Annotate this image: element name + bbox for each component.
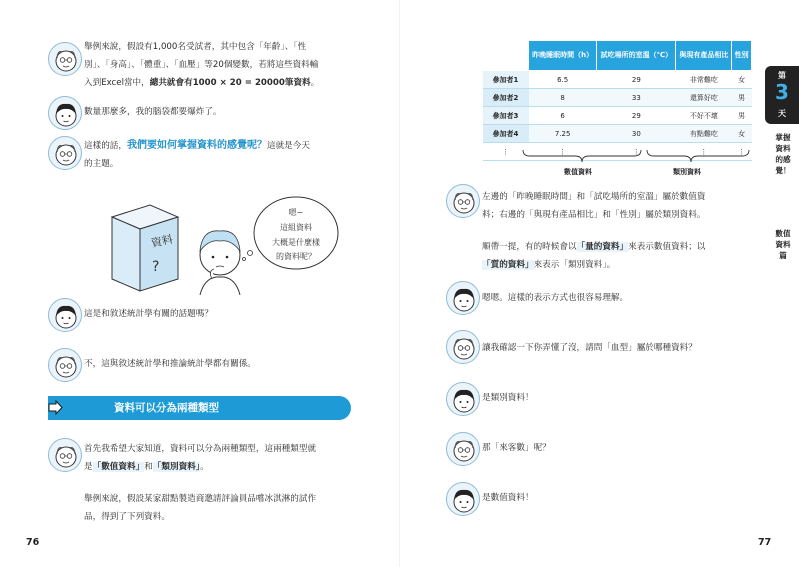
table-cell: 有點難吃 <box>676 125 732 143</box>
bubble-line-2: 這組資料 <box>280 223 312 232</box>
right-paragraph-5: 是類別資料！ <box>482 393 534 403</box>
right-paragraph-4: 讓我確認一下你弄懂了沒，請問「血型」屬於哪種資料？ <box>482 343 697 353</box>
paragraph-6-line-1: 首先我希望大家知道，資料可以分為兩種類型，這兩種類型就 <box>84 444 317 454</box>
paragraph-1-line-3-start: 入到Excel當中， <box>84 78 150 88</box>
table-header-row <box>483 41 752 71</box>
paragraph-3-start: 這樣的話， <box>84 141 127 151</box>
thinking-student-icon <box>200 231 240 295</box>
category-brace <box>647 150 749 162</box>
student-avatar <box>446 382 480 416</box>
bubble-line-4: 的資料呢？ <box>276 252 316 261</box>
table-row <box>483 125 752 143</box>
data-box-illustration <box>100 195 340 295</box>
right-paragraph-6: 那「來客數」呢？ <box>482 443 551 453</box>
table-cell: 8 <box>529 89 597 107</box>
right-paragraph-2-line-1 <box>482 238 757 256</box>
row-header: 參加者4 <box>483 125 529 143</box>
paragraph-2: 數量那麼多，我的腦袋都要爆炸了。 <box>84 107 222 117</box>
page-number-left: 76 <box>26 537 40 548</box>
table-cell: ⋮ <box>732 143 752 161</box>
table-cell: ⋮ <box>597 143 676 161</box>
professor-avatar <box>446 432 480 466</box>
table-cell: 男 <box>732 107 752 125</box>
term-numeric-data: 「數值資料」 <box>92 462 145 472</box>
paragraph-6-line-2 <box>84 458 374 476</box>
paragraph-1-line-3-end: 。 <box>310 78 320 88</box>
table-row <box>483 89 752 107</box>
paragraph-3-line-2: 的主題。 <box>84 159 119 169</box>
right-paragraph-7: 是數值資料！ <box>482 493 534 503</box>
brace-label-category: 類別資料 <box>673 168 701 176</box>
professor-avatar <box>446 330 480 364</box>
right-paragraph-2-start: 順帶一提，有的時候會以 <box>482 242 577 252</box>
column-header-comparison: 與現有產品相比 <box>676 41 732 71</box>
row-header: 參加者3 <box>483 107 529 125</box>
term-qualitative-data: 「質的資料」 <box>482 260 534 270</box>
student-avatar <box>446 281 480 315</box>
paragraph-5: 不，這與敘述統計學和推論統計學都有關係。 <box>84 359 256 369</box>
row-header: 參加者1 <box>483 71 529 89</box>
paragraph-7-line-1: 舉例來說，假設某家甜點製造商邀請評論員品嚐冰淇淋的試作 <box>84 494 317 504</box>
professor-avatar <box>446 184 480 218</box>
paragraph-1-line-1: 舉例來說，假設有1,000名受試者，其中包含「年齡」、「性 <box>84 42 307 52</box>
table-braces <box>520 148 752 168</box>
table-cell: ⋮ <box>483 143 529 161</box>
paragraph-1-line-2: 別」、「身高」、「體重」、「血壓」等20個變數，若將這些資料輸 <box>84 60 319 70</box>
box-label: 資料 <box>149 232 175 250</box>
paragraph-1-line-3 <box>84 74 374 92</box>
paragraph-6 <box>84 440 374 476</box>
chapter-tab-prefix: 第 <box>778 71 786 80</box>
bubble-line-1: 嗯~ <box>288 208 304 217</box>
table-cell: 女 <box>732 71 752 89</box>
professor-avatar <box>48 136 82 170</box>
highlight-question: 我們要如何掌握資料的感覺呢？ <box>126 140 267 151</box>
table-corner <box>483 41 529 71</box>
table-row <box>483 71 752 89</box>
table-cell: 還算好吃 <box>676 89 732 107</box>
paragraph-6-end: 。 <box>200 462 209 472</box>
box-question-mark: ? <box>152 259 160 275</box>
student-avatar <box>48 298 82 332</box>
term-quantitative-data: 「量的資料」 <box>576 242 629 252</box>
table-cell: 女 <box>732 125 752 143</box>
brace-label-numeric: 數值資料 <box>564 168 592 176</box>
chapter-subtitle: 數值資料篇 <box>775 229 791 260</box>
term-category-data: 「類別資料」 <box>152 462 201 472</box>
thought-bubble <box>243 197 339 269</box>
arrow-right-icon <box>48 400 63 415</box>
paragraph-3 <box>84 137 374 173</box>
right-paragraph-3: 嗯嗯。這樣的表示方式也很容易理解。 <box>482 293 629 303</box>
chapter-tab <box>765 66 799 124</box>
right-paragraph-1-line-2: 料；右邊的「與現有產品相比」和「性別」屬於類別資料。 <box>482 210 706 220</box>
column-header-sleep: 昨晚睡眠時間（h） <box>529 41 597 71</box>
paragraph-6-start: 是 <box>84 462 93 472</box>
section-title: 資料可以分為兩種類型 <box>114 402 219 414</box>
numeric-brace <box>523 150 641 162</box>
chapter-tab-suffix: 天 <box>778 109 786 118</box>
table-cell: 6.5 <box>529 71 597 89</box>
chapter-tab-number: 3 <box>775 80 789 104</box>
paragraph-3-line-1 <box>84 137 374 155</box>
table-cell: 不好不壞 <box>676 107 732 125</box>
professor-avatar <box>48 438 82 472</box>
column-header-temperature: 試吃場所的室溫（℃） <box>597 41 676 71</box>
student-avatar <box>48 96 82 130</box>
table-cell: 29 <box>597 107 676 125</box>
right-paragraph-2-middle: 來表示數值資料；以 <box>628 242 706 252</box>
paragraph-3-end: 這就是今天 <box>266 141 310 151</box>
table-cell: 男 <box>732 89 752 107</box>
paragraph-7-line-2: 品，得到了下列資料。 <box>84 512 170 522</box>
column-header-gender: 性別 <box>732 41 752 71</box>
paragraph-1 <box>84 38 374 92</box>
right-paragraph-1-line-1: 左邊的「昨晚睡眠時間」和「試吃場所的室溫」屬於數值資 <box>482 192 706 202</box>
ice-cream-data-table <box>482 40 752 161</box>
table-cell: 6 <box>529 107 597 125</box>
chapter-title: 掌握資料的感覺！ <box>775 133 791 175</box>
table-cell: 非常難吃 <box>676 71 732 89</box>
row-header: 參加者2 <box>483 89 529 107</box>
professor-avatar <box>48 42 82 76</box>
data-box-icon <box>112 205 178 291</box>
table-cell: 29 <box>597 71 676 89</box>
section-header <box>48 396 351 420</box>
student-avatar <box>446 482 480 516</box>
table-cell: ⋮ <box>529 143 597 161</box>
right-paragraph-2-end: 來表示「類別資料」。 <box>533 260 616 270</box>
right-paragraph-1 <box>482 188 757 224</box>
bubble-line-3: 大概是什麼樣 <box>272 238 320 247</box>
paragraph-6-middle: 和 <box>144 462 153 472</box>
paragraph-7 <box>84 490 374 526</box>
right-paragraph-2-line-2 <box>482 256 757 274</box>
table-row <box>483 107 752 125</box>
table-cell: 33 <box>597 89 676 107</box>
professor-avatar <box>48 348 82 382</box>
right-paragraph-2 <box>482 238 757 274</box>
page-number-right: 77 <box>758 537 772 548</box>
table-cell: 7.25 <box>529 125 597 143</box>
total-data-count: 總共就會有1000 × 20 = 20000筆資料 <box>149 78 311 88</box>
table-cell: ⋮ <box>676 143 732 161</box>
paragraph-4: 這是和敘述統計學有關的話題嗎？ <box>84 309 213 319</box>
table-cell: 30 <box>597 125 676 143</box>
